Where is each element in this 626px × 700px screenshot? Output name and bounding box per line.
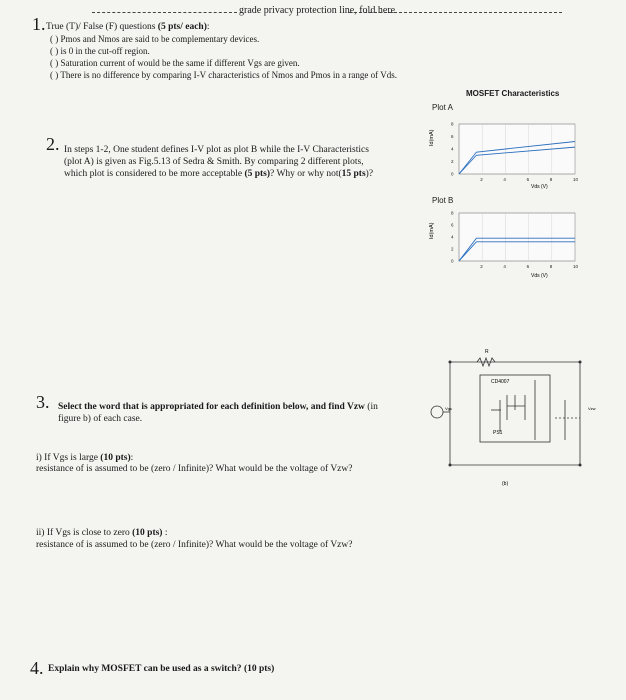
q1-title-suffix: : [206, 22, 210, 32]
plot-b-x-tick-label: 4 [503, 264, 506, 269]
plot-a-y-tick-label: 4 [451, 146, 454, 152]
q4-points: (10 pts) [243, 664, 275, 674]
plot-b-label: Plot B [432, 196, 454, 205]
q3-part-i-label [36, 453, 133, 463]
q4-number: 4. [30, 658, 44, 678]
plot-b-x-tick-label: 10 [573, 264, 579, 269]
q1-item-3: ( ) Saturation current of would be the same if different Vgs are given. [50, 58, 300, 68]
plot-b-ylabel: Id(mA) [429, 222, 435, 239]
plot-b-frame [459, 213, 575, 261]
plot-a-y-tick-label: 8 [451, 121, 454, 127]
plot-a-y-tick-label: 2 [451, 159, 454, 164]
plot-b-x-tick-label: 6 [526, 264, 530, 269]
q3-part-i-points: (10 pts) [100, 453, 131, 463]
plot-a-x-tick-label: 6 [526, 177, 530, 182]
plot-b-x-tick-label: 8 [549, 264, 553, 269]
plot-a-y-tick-label: 0 [451, 171, 454, 177]
vgs-label: Vgs [445, 406, 452, 411]
chart-main-title: MOSFET Characteristics [466, 89, 560, 98]
q3-line-1-bold: Select the word that is appropriated for each definition below, and find Vzw [58, 402, 365, 412]
plot-b-area [451, 211, 579, 270]
q2-line-3 [64, 169, 373, 179]
plot-b-y-tick-label: 4 [451, 234, 454, 240]
q3-part-ii-points: (10 pts) [132, 528, 163, 538]
plot-b-y-tick-label: 8 [451, 210, 454, 216]
plot-a-ylabel: Id(mA) [429, 129, 435, 146]
q3-part-i-text: resistance of is assumed to be (zero / Infinite)? What would be the voltage of Vzw? [36, 464, 353, 474]
q2-line-3-mid: ? Why or why not( [270, 169, 342, 179]
chip-label: CD4007 [491, 379, 510, 385]
q1-item-2: ( ) is 0 in the cut-off region. [50, 46, 150, 56]
plot-a-x-tick-label: 4 [503, 177, 506, 182]
plot-a-x-tick-label: 8 [549, 177, 553, 182]
plot-b-xlabel: Vds (V) [531, 273, 548, 279]
resistor-label: R [485, 349, 489, 355]
q2-line-2: (plot A) is given as Fig.5.13 of Sedra & Smith. By comparing 2 different plots, [64, 157, 364, 167]
q3-line-2: figure b) of each case. [58, 414, 143, 424]
q1-number: 1. [32, 14, 46, 34]
plot-a-label: Plot A [432, 103, 453, 112]
plot-a-xlabel: Vds (V) [531, 184, 548, 190]
q4-text [48, 664, 274, 674]
circuit-diagram [425, 340, 610, 500]
q3-number: 3. [36, 392, 50, 412]
plot-a-x-tick-label: 2 [480, 177, 483, 182]
q2-line-3-suffix: )? [365, 169, 374, 179]
q3-part-ii-colon: : [162, 528, 168, 538]
q3-part-ii-label-text: ii) If Vgs is close to zero [36, 528, 133, 538]
figure-b-label: (b) [502, 481, 509, 487]
plot-b-x-tick-label: 2 [480, 264, 483, 269]
plot-a-y-tick-label: 6 [451, 134, 454, 139]
q1-title [46, 22, 210, 32]
plot-a-chart [425, 112, 585, 192]
plot-b-y-tick-label: 0 [451, 258, 454, 264]
q2-points-2: 15 pts [341, 169, 366, 179]
q1-title-prefix: True (T)/ False (F) questions [46, 22, 158, 32]
plot-b-y-tick-label: 2 [451, 246, 454, 252]
q1-item-1: ( ) Pmos and Nmos are said to be complementary devices. [50, 34, 260, 44]
q3-part-i-colon: : [130, 453, 134, 463]
q3-part-ii-text: resistance of is assumed to be (zero / Infinite)? What would be the voltage of Vzw? [36, 540, 353, 550]
q4-question: Explain why MOSFET can be used as a switch? [48, 664, 242, 674]
ps-label: PS1 [493, 430, 503, 436]
fold-text: grade privacy protection line, fold here [239, 5, 396, 16]
voltage-source-symbol [431, 406, 443, 418]
fold-dash-left [92, 12, 237, 13]
plot-a-x-tick-label: 10 [573, 177, 579, 182]
q3-part-i-label-text: i) If Vgs is large [36, 453, 101, 463]
q3-line-1-rest: (in [364, 402, 378, 412]
q2-line-1: In steps 1-2, One student defines I-V plot as plot B while the I-V Characteristics [64, 145, 369, 155]
fold-dash-right [349, 12, 562, 13]
plot-b-y-tick-label: 6 [451, 222, 454, 228]
q1-item-4: ( ) There is no difference by comparing I-V characteristics of Nmos and Pmos in a range of Vds. [50, 70, 397, 80]
plot-a-area [451, 122, 579, 183]
plot-b-chart [425, 205, 585, 285]
q2-number: 2. [46, 134, 60, 154]
fold-line [92, 6, 562, 18]
q1-points: (5 pts/ each) [157, 22, 207, 32]
q3-line-1 [58, 402, 378, 412]
q2-points-1: (5 pts) [244, 169, 271, 179]
vzw-label: Vzw [588, 406, 596, 411]
q2-line-3-prefix: which plot is considered to be more acceptable [64, 169, 245, 179]
q3-part-ii-label [36, 528, 168, 538]
